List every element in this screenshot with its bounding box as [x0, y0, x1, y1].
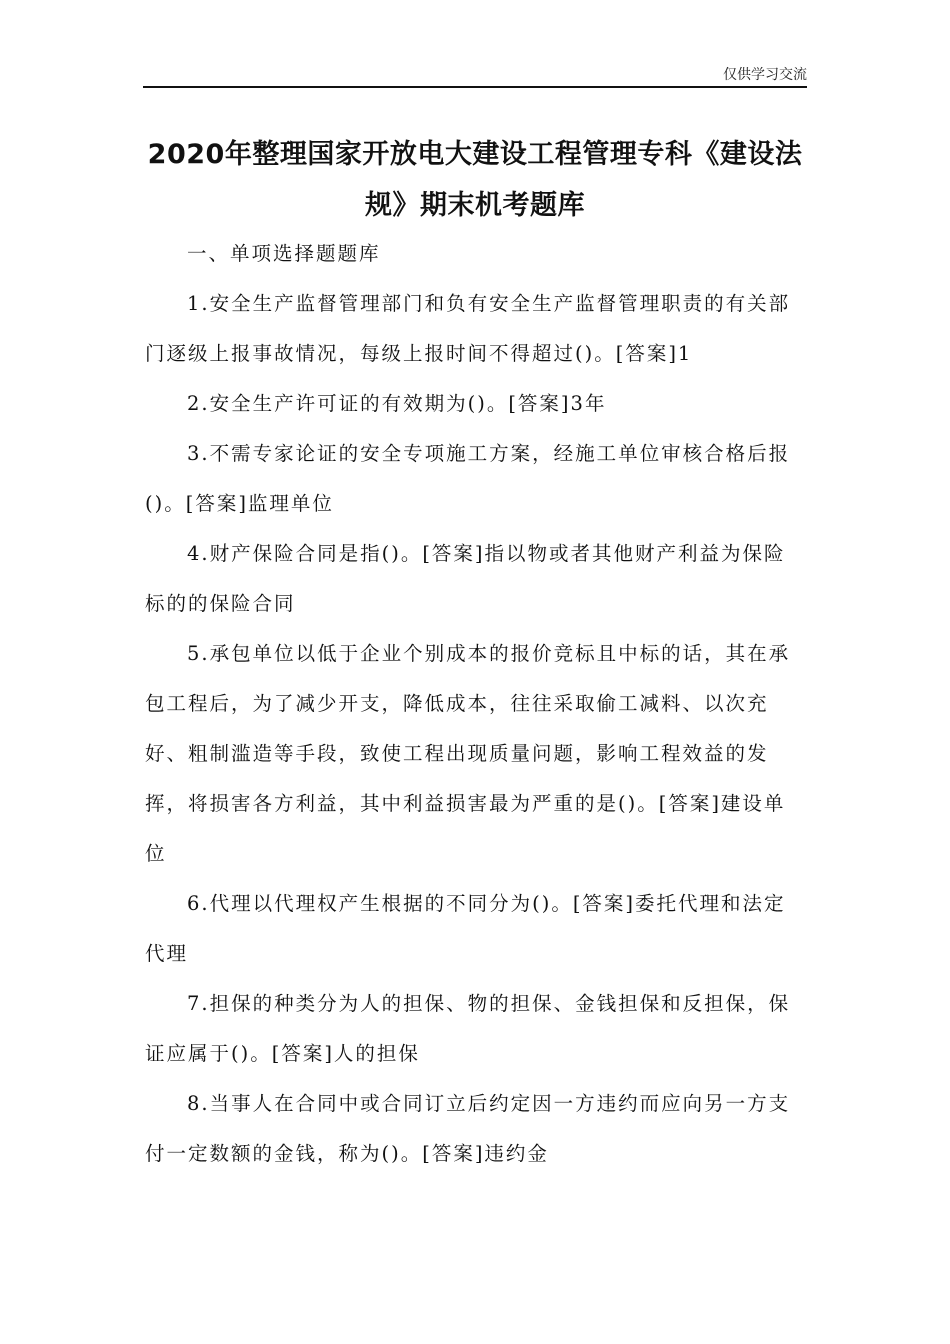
header-note: 仅供学习交流: [723, 67, 807, 83]
question-item: 5.承包单位以低于企业个别成本的报价竞标且中标的话，其在承包工程后，为了减少开支，降低成本，往往采取偷工减料、以次充好、粗制滥造等手段，致使工程出现质量问题，影响工程效益的发挥，将损害各方利益，其中利益损害最为严重的是()。[答案]建设单位: [145, 642, 791, 865]
question-item: 2.安全生产许可证的有效期为()。[答案]3年: [187, 392, 607, 415]
section-heading: 一、单项选择题题库: [187, 242, 381, 265]
question-item: 3.不需专家论证的安全专项施工方案，经施工单位审核合格后报()。[答案]监理单位: [145, 442, 791, 515]
question-item: 6.代理以代理权产生根据的不同分为()。[答案]委托代理和法定代理: [145, 892, 786, 965]
document-body: [145, 229, 795, 1179]
question-item: 1.安全生产监督管理部门和负有安全生产监督管理职责的有关部门逐级上报事故情况，每级上报时间不得超过()。[答案]1: [145, 292, 791, 365]
question-item: 7.担保的种类分为人的担保、物的担保、金钱担保和反担保，保证应属于()。[答案]人的担保: [145, 992, 791, 1065]
question-item: 8.当事人在合同中或合同订立后约定因一方违约而应向另一方支付一定数额的金钱，称为()。[答案]违约金: [145, 1092, 791, 1165]
question-item: 4.财产保险合同是指()。[答案]指以物或者其他财产利益为保险标的的保险合同: [145, 542, 786, 615]
document-title: 2020年整理国家开放电大建设工程管理专科《建设法规》期末机考题库: [147, 139, 803, 221]
header-divider: [143, 86, 807, 88]
